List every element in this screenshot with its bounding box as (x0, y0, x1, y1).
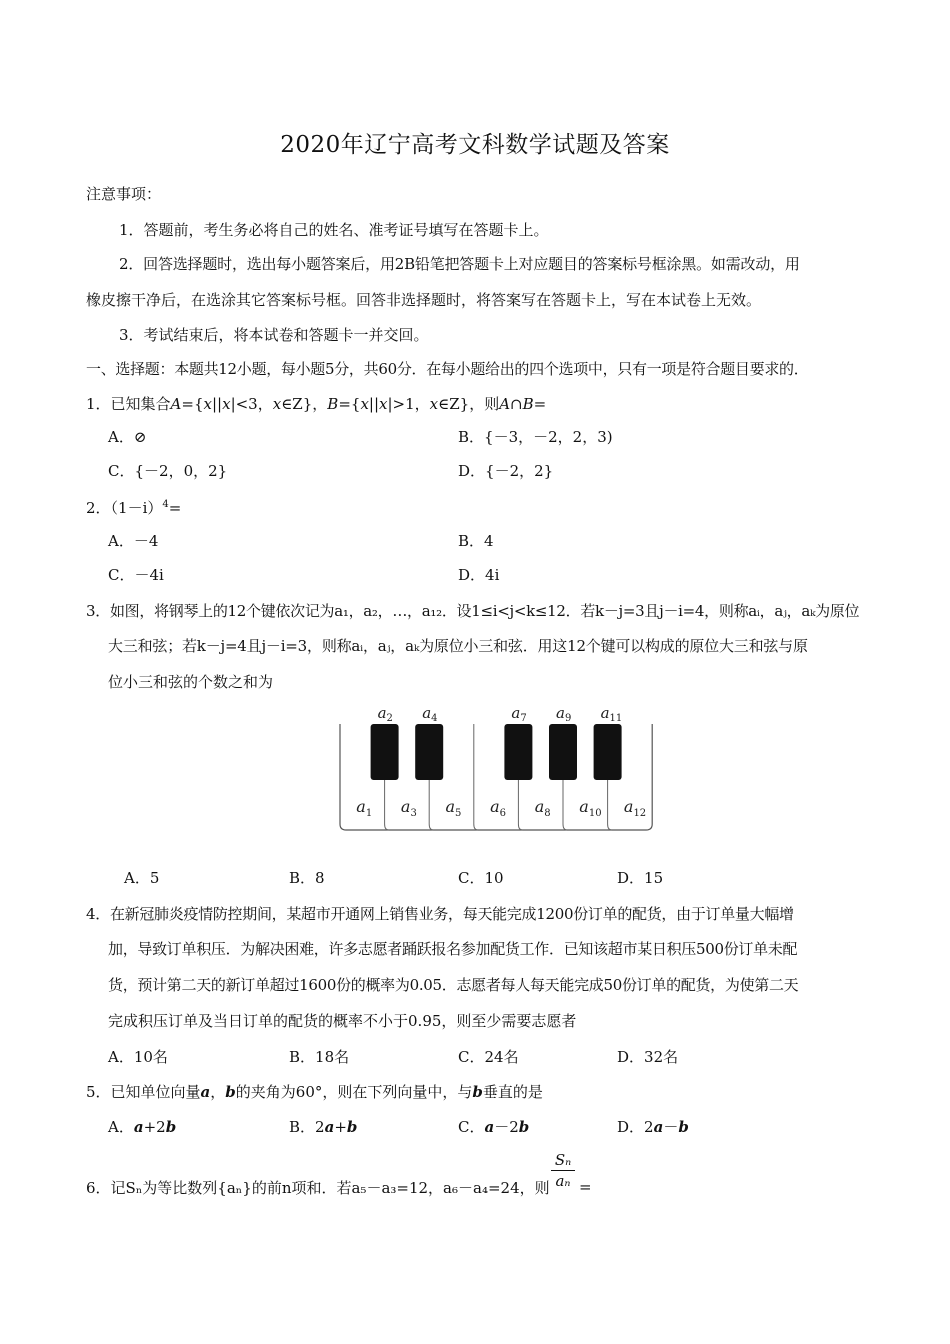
question-4-option-b: B．18名 (289, 1048, 350, 1066)
question-4-line-1: 4．在新冠肺炎疫情防控期间，某超市开通网上销售业务，每天能完成1200份订单的配货，由于订单量大幅增 (86, 905, 794, 923)
question-3-option-c: C．10 (458, 869, 504, 887)
black-key (415, 724, 443, 780)
black-key (549, 724, 577, 780)
question-3-option-b: B．8 (289, 869, 325, 887)
fraction-numerator: Sₙ (554, 1151, 572, 1169)
question-5-stem: 5．已知单位向量a，b的夹角为60°，则在下列向量中，与b垂直的是 (86, 1083, 543, 1101)
question-3-option-a: A．5 (124, 869, 160, 887)
white-key-label: $a_5$ (445, 797, 462, 819)
piano-keyboard-figure (330, 700, 660, 840)
page-title: 2020年辽宁高考文科数学试题及答案 (280, 132, 670, 158)
fraction-bar (551, 1170, 575, 1171)
black-key-label: $a_{11}$ (600, 704, 623, 724)
question-2-option-c: C．－4i (108, 566, 164, 584)
question-1-option-b: B．{－3，－2，2，3) (458, 428, 613, 446)
black-key-label: $a_2$ (377, 704, 393, 724)
black-key-label: $a_7$ (511, 704, 527, 724)
question-4-option-d: D．32名 (617, 1048, 679, 1066)
question-5-option-d: D．2a－b (617, 1118, 689, 1136)
notice-item-3: 3．考试结束后，将本试卷和答题卡一并交回。 (119, 326, 429, 344)
black-key-label: $a_4$ (422, 704, 438, 724)
question-5-option-c: C．a－2b (458, 1118, 530, 1136)
white-key-label: $a_1$ (356, 797, 373, 819)
question-4-line-4: 完成积压订单及当日订单的配货的概率不小于0.95，则至少需要志愿者 (108, 1012, 577, 1030)
question-6-fraction (551, 1151, 575, 1190)
question-3-line-1: 3．如图，将钢琴上的12个键依次记为a₁，a₂，…，a₁₂．设1≤i<j<k≤12．若k－j=3且j－i=4，则称aᵢ，aⱼ，aₖ为原位 (86, 602, 860, 620)
piano-black-keys (371, 704, 623, 780)
question-4-line-2: 加，导致订单积压．为解决困难，许多志愿者踊跃报名参加配货工作．已知该超市某日积压500份订单未配 (108, 940, 798, 958)
question-2-stem: 2．$(1-i)^4=$ (86, 499, 182, 517)
question-4-option-c: C．24名 (458, 1048, 519, 1066)
question-1-option-c: C．{－2，0，2} (108, 462, 228, 480)
question-3-option-d: D．15 (617, 869, 664, 887)
question-3-line-3: 位小三和弦的个数之和为 (108, 673, 274, 691)
white-key-label: $a_{12}$ (623, 797, 647, 819)
white-key-divider (518, 780, 522, 830)
white-key-divider (385, 780, 389, 830)
black-key (594, 724, 622, 780)
question-6-equals: = (579, 1178, 592, 1196)
white-key-divider (608, 780, 612, 830)
question-2-option-d: D．4i (458, 566, 500, 584)
white-key-divider (429, 780, 433, 830)
section-1-heading: 一、选择题：本题共12小题，每小题5分，共60分．在每小题给出的四个选项中，只有一项是符合题目要求的． (86, 360, 809, 378)
white-key-label: $a_8$ (534, 797, 551, 819)
question-5-option-a: A．a+2b (108, 1118, 177, 1136)
notice-item-1: 1．答题前，考生务必将自己的姓名、准考证号填写在答题卡上。 (119, 221, 549, 239)
notice-item-2-line-1: 2．回答选择题时，选出每小题答案后，用2B铅笔把答题卡上对应题目的答案标号框涂黑。如需改动，用 (119, 255, 800, 273)
question-4-option-a: A．10名 (108, 1048, 168, 1066)
white-key-label: $a_{10}$ (579, 797, 602, 819)
white-key-label: $a_3$ (400, 797, 417, 819)
white-key-divider (563, 780, 567, 830)
question-1-option-a: A．⊘ (108, 428, 147, 446)
fraction-denominator: aₙ (555, 1172, 571, 1190)
notice-item-2-line-2: 橡皮擦干净后，在选涂其它答案标号框。回答非选择题时，将答案写在答题卡上，写在本试卷上无效。 (86, 291, 762, 309)
question-4-line-3: 货，预计第二天的新订单超过1600份的概率为0.05．志愿者每人每天能完成50份订单的配货，为使第二天 (108, 976, 799, 994)
question-6-stem: 6．记Sₙ为等比数列{aₙ}的前n项和．若a₅－a₃=12，a₆－a₄=24，则 (86, 1179, 550, 1197)
question-2-option-b: B．4 (458, 532, 494, 550)
question-5-option-b: B．2a+b (289, 1118, 358, 1136)
question-2-option-a: A．－4 (108, 532, 159, 550)
black-key-label: $a_9$ (556, 704, 572, 724)
black-key (371, 724, 399, 780)
notice-heading: 注意事项： (86, 185, 162, 203)
black-key (504, 724, 532, 780)
white-key-label: $a_6$ (490, 797, 507, 819)
question-3-line-2: 大三和弦；若k－j=4且j－i=3，则称aᵢ，aⱼ，aₖ为原位小三和弦．用这12个键可以构成的原位大三和弦与原 (108, 637, 808, 655)
question-1-stem: 1．已知集合A={x||x|<3，x∈Z}，B={x||x|>1，x∈Z}，则A∩B= (86, 395, 547, 413)
question-1-option-d: D．{－2，2} (458, 462, 554, 480)
white-key-divider (474, 724, 478, 830)
